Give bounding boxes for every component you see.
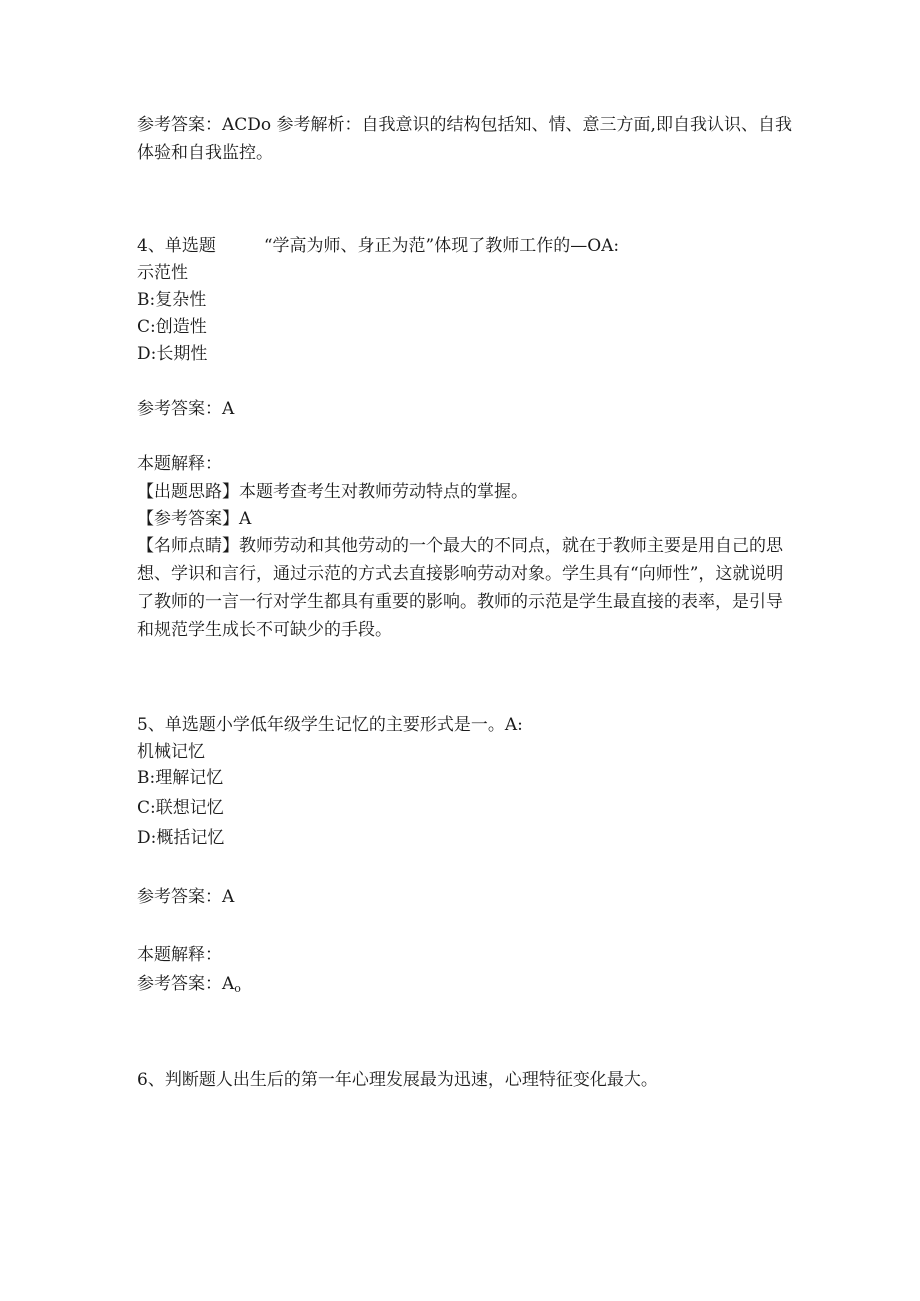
q4-option-b: B:复杂性 — [137, 290, 207, 310]
q4-answer: 参考答案：A — [137, 399, 235, 419]
q5-explain-answer: 参考答案：A — [137, 974, 235, 994]
q5-option-b: B:理解记忆 — [137, 768, 224, 788]
q6-stem: 6、判断题人出生后的第一年心理发展最为迅速，心理特征变化最大。 — [137, 1070, 658, 1090]
q4-idea: 【出题思路】本题考查考生对教师劳动特点的掌握。 — [137, 482, 528, 502]
q4-option-a: 示范性 — [137, 263, 188, 283]
q4-number-type: 4、单选题 — [137, 236, 216, 256]
q4-stem-line — [137, 236, 619, 256]
q4-option-c: C:创造性 — [137, 317, 207, 337]
q4-explain-heading: 本题解释： — [137, 454, 222, 474]
q3-analysis: 参考答案：ACDo 参考解析：自我意识的结构包括知、情、意三方面,即自我认识、自我体验和自我监控。 — [137, 115, 792, 163]
q5-answer: 参考答案：A — [137, 887, 235, 907]
q5-option-d: D:概括记忆 — [137, 828, 225, 848]
q4-stem: “学高为师、身正为范”体现了教师工作的—OA: — [263, 236, 620, 256]
q4-comment: 【名师点睛】教师劳动和其他劳动的一个最大的不同点，就在于教师主要是用自己的思想、学识和言行，通过示范的方式去直接影响劳动对象。学生具有“向师性”，这就说明了教师的一言一行对学生都具有重要的影响。教师的示范是学生最直接的表率，是引导和规范学生成长不可缺少的手段。 — [137, 536, 784, 640]
q4-option-d: D:长期性 — [137, 344, 208, 364]
q5-option-c: C:联想记忆 — [137, 798, 224, 818]
q5-explain-answer-tail: o — [234, 982, 241, 995]
q5-option-a: 机械记忆 — [137, 742, 205, 762]
q5-explain-answer-line — [137, 974, 241, 999]
q5-stem: 5、单选题小学低年级学生记忆的主要形式是一。A: — [137, 715, 523, 735]
q4-ref-answer: 【参考答案】A — [137, 509, 252, 529]
q5-explain-heading: 本题解释： — [137, 945, 222, 965]
